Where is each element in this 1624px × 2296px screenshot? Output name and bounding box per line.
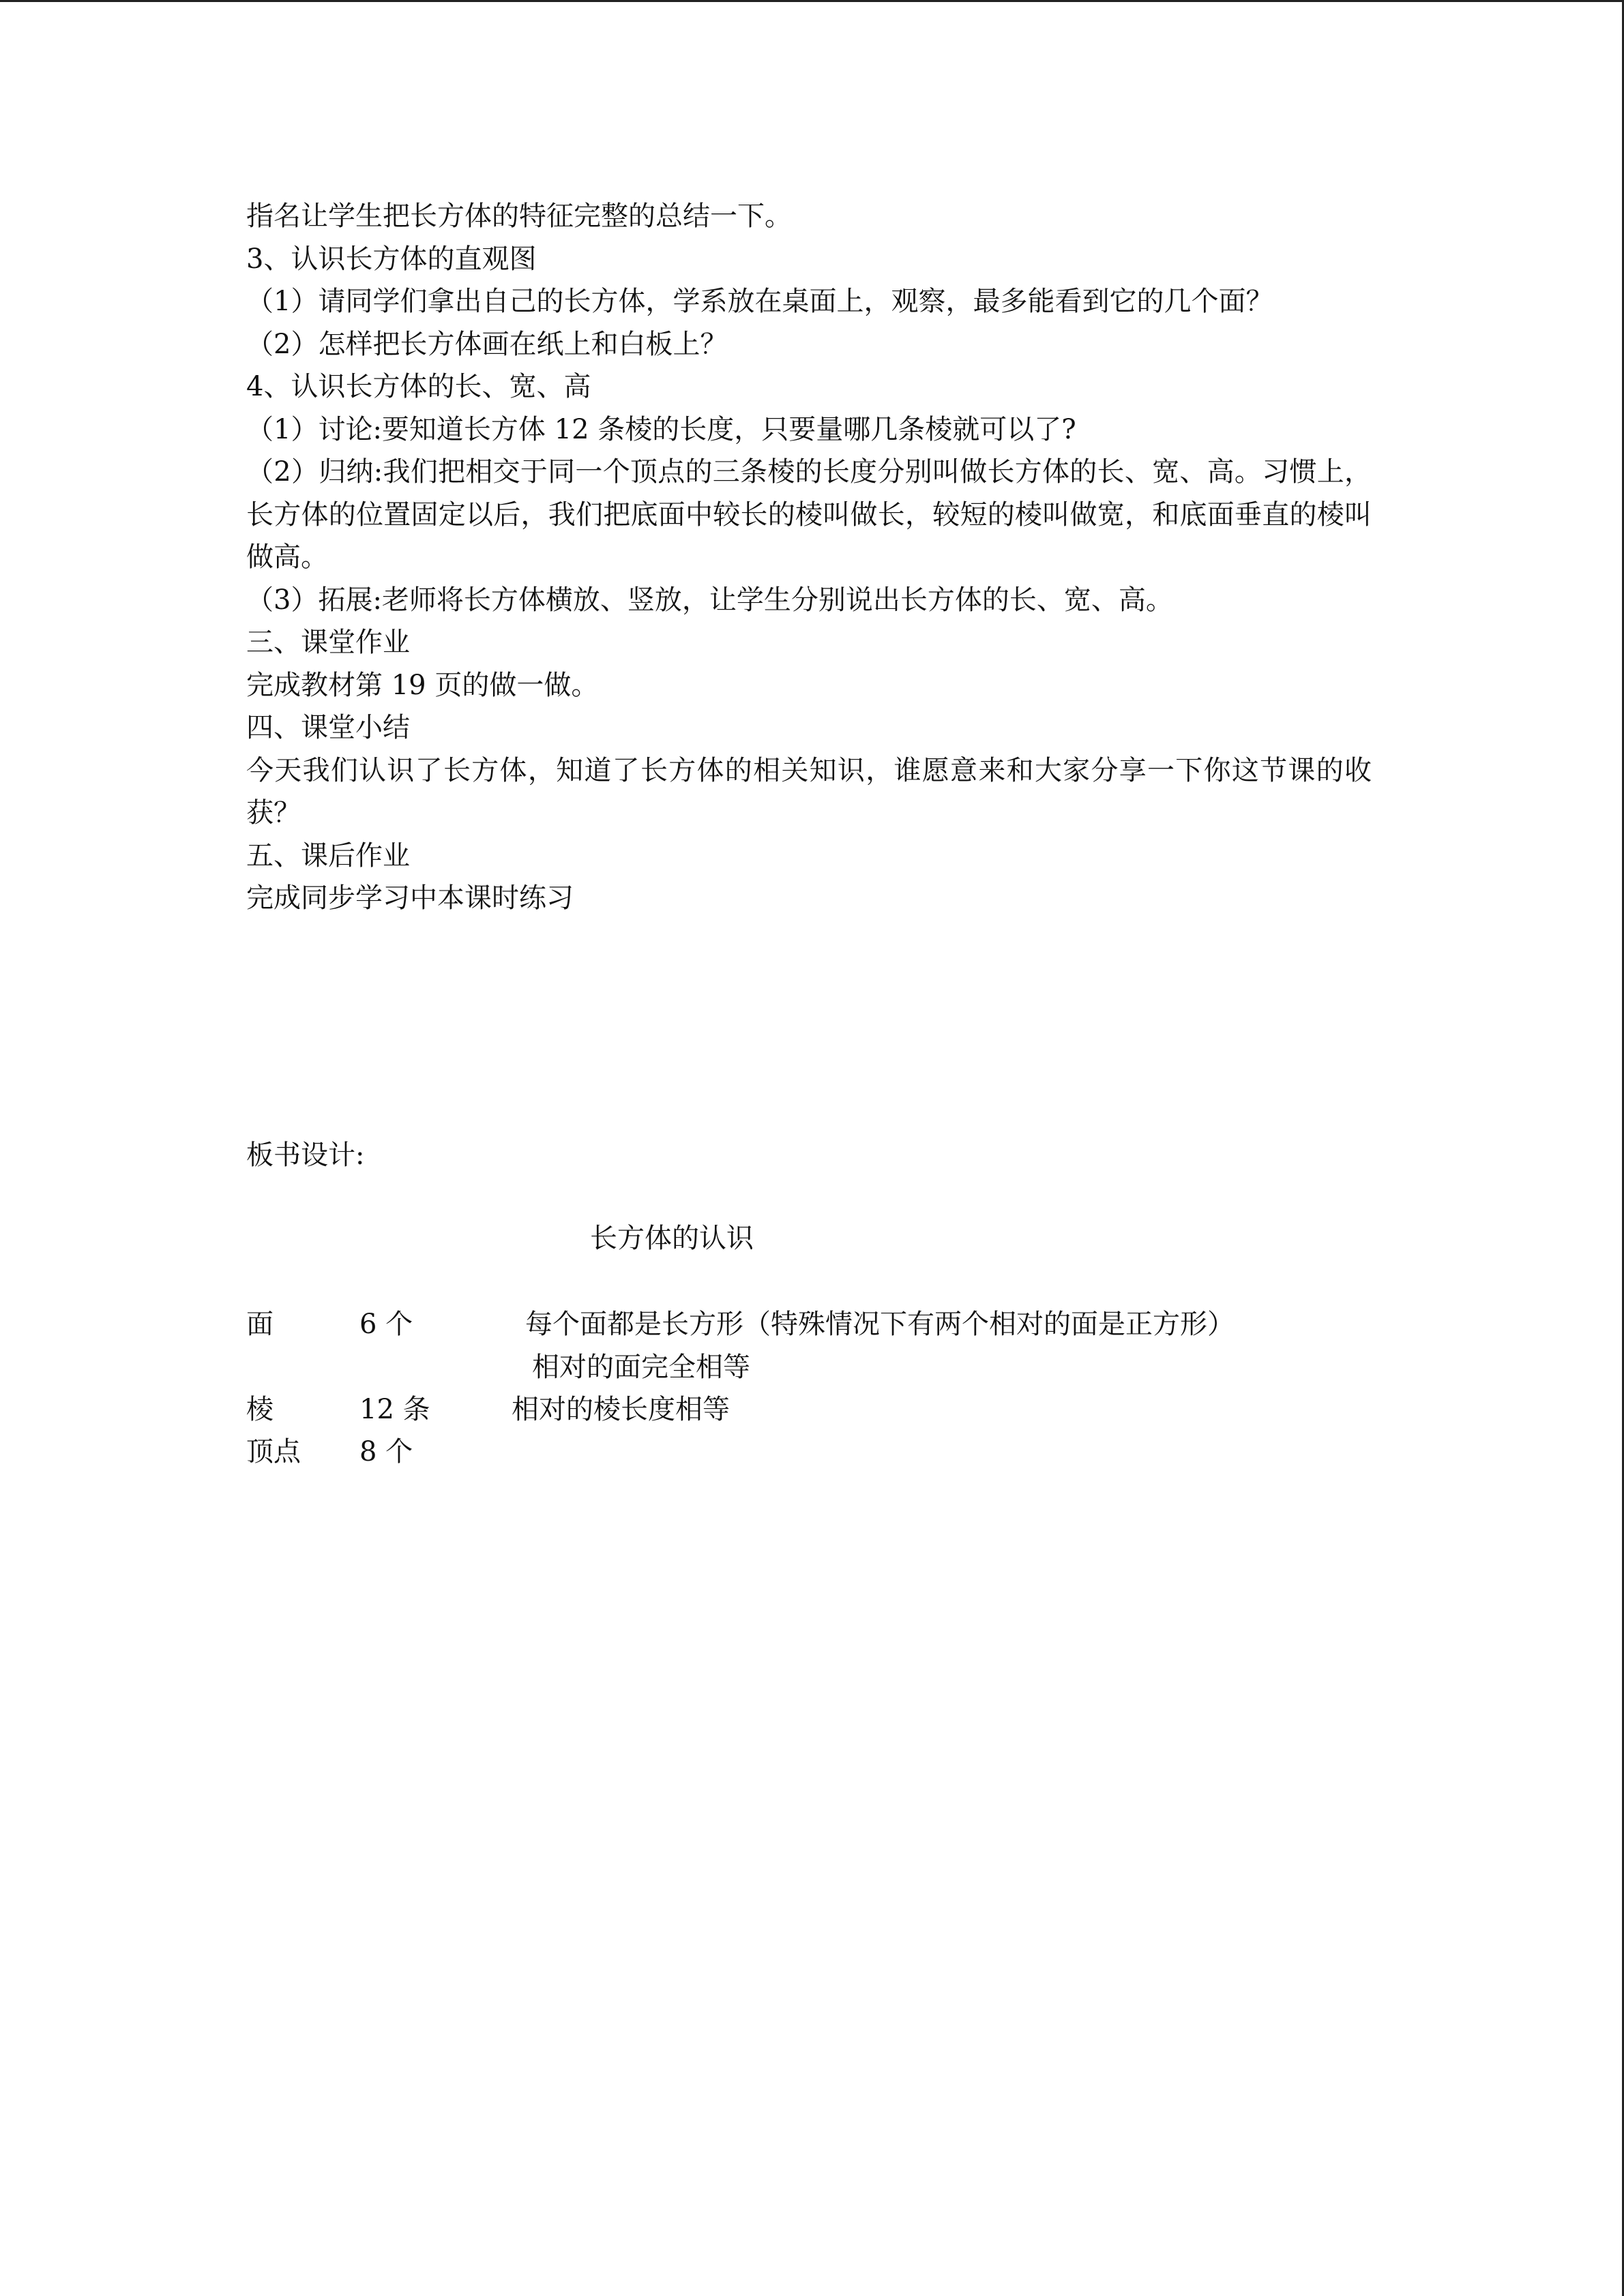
edges-count: 12 条: [359, 1394, 430, 1425]
faces-description: 每个面都是长方形（特殊情况下有两个相对的面是正方形）: [525, 1309, 1235, 1340]
text-line: （1）请同学们拿出自己的长方体，学系放在桌面上，观察，最多能看到它的几个面？: [246, 286, 1273, 317]
faces-count: 6 个: [359, 1309, 413, 1340]
section-heading: 3、认识长方体的直观图: [246, 243, 537, 275]
lesson-body: [246, 195, 1372, 920]
section-heading: 三、课堂作业: [246, 627, 410, 658]
board-title: 长方体的认识: [590, 1223, 754, 1254]
vertices-count: 8 个: [359, 1436, 413, 1467]
board-label: 板书设计:: [246, 1139, 365, 1171]
edges-name: 棱: [246, 1394, 274, 1425]
text-line: 完成同步学习中本课时练习: [246, 882, 574, 914]
section-heading: 五、课后作业: [246, 839, 410, 871]
text-line: （2）怎样把长方体画在纸上和白板上？: [246, 328, 728, 360]
text-paragraph: （2）归纳:我们把相交于同一个顶点的三条棱的长度分别叫做长方体的长、宽、高。习惯上，长方体的位置固定以后，我们把底面中较长的棱叫做长，较短的棱叫做宽，和底面垂直的棱叫做高。: [246, 456, 1372, 573]
text-line: 指名让学生把长方体的特征完整的总结一下。: [246, 200, 792, 232]
text-line: （1）讨论:要知道长方体 12 条棱的长度，只要量哪几条棱就可以了?: [246, 413, 1076, 445]
edges-description: 相对的棱长度相等: [512, 1394, 730, 1425]
text-line: （3）拓展:老师将长方体横放、竖放，让学生分别说出长方体的长、宽、高。: [246, 584, 1173, 616]
section-heading: 四、课堂小结: [246, 712, 410, 743]
page-top-border: [0, 0, 1624, 2]
faces-name: 面: [246, 1309, 274, 1340]
section-heading: 4、认识长方体的长、宽、高: [246, 371, 591, 402]
vertices-name: 顶点: [246, 1436, 301, 1467]
text-line: 完成教材第 19 页的做一做。: [246, 669, 599, 701]
text-paragraph: 今天我们认识了长方体，知道了长方体的相关知识，谁愿意来和大家分享一下你这节课的收获？: [246, 754, 1372, 829]
faces-description-2: 相对的面完全相等: [532, 1352, 750, 1383]
